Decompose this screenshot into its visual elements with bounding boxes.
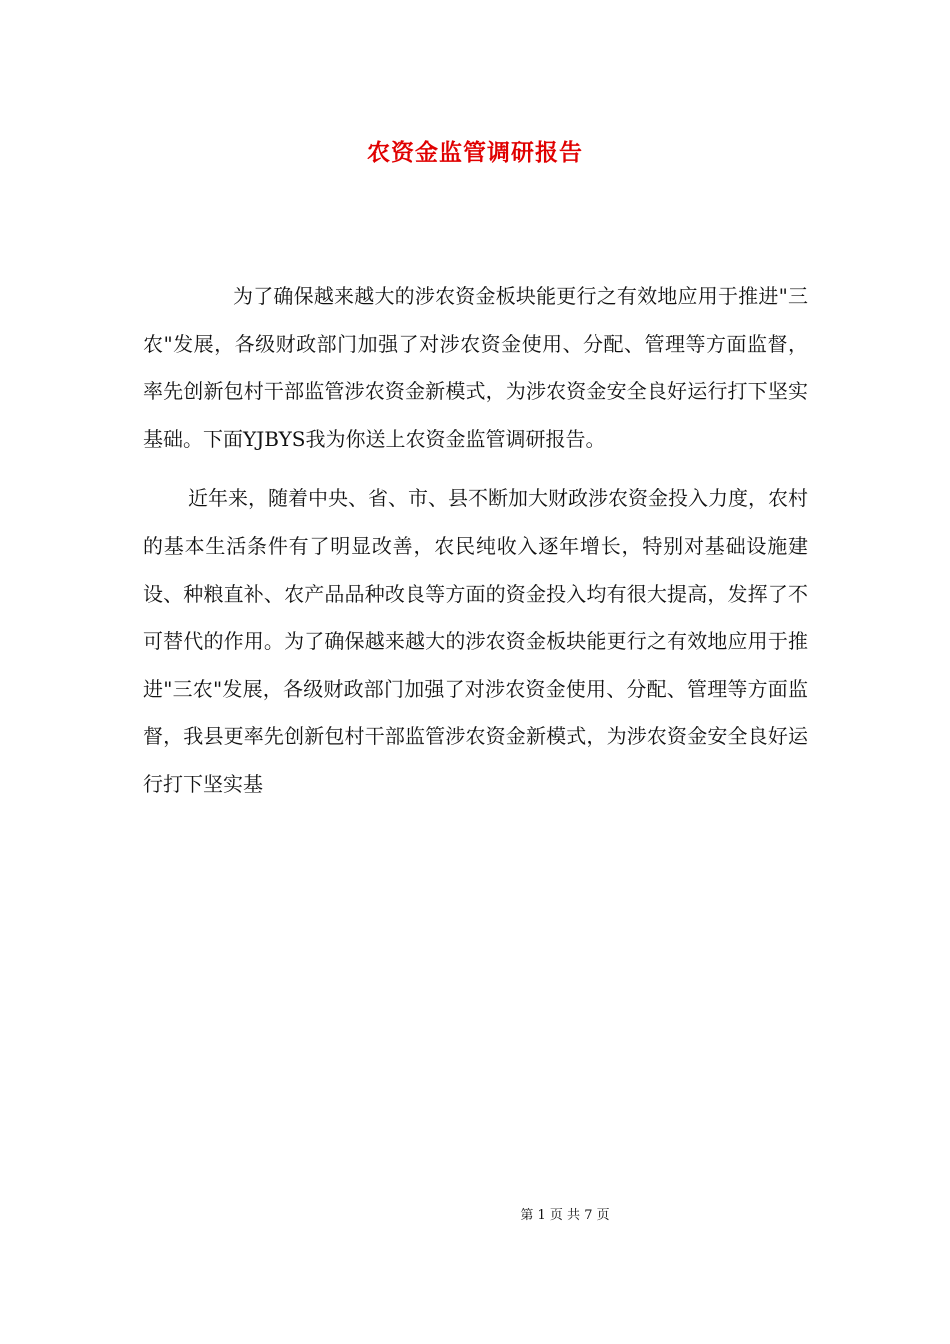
document-body <box>143 273 808 809</box>
page-number-footer: 第 1 页 共 7 页 <box>520 1208 610 1223</box>
paragraph-intro: 为了确保越来越大的涉农资金板块能更行之有效地应用于推进"三农"发展，各级财政部门加强了对涉农资金使用、分配、管理等方面监督，率先创新包村干部监管涉农资金新模式，为涉农资金安全良好运行打下坚实基础。下面YJBYS我为你送上农资金监管调研报告。 <box>143 284 808 451</box>
document-title: 农资金监管调研报告 <box>367 139 583 166</box>
paragraph-main: 近年来，随着中央、省、市、县不断加大财政涉农资金投入力度，农村的基本生活条件有了明显改善，农民纯收入逐年增长，特别对基础设施建设、种粮直补、农产品品种改良等方面的资金投入均有很大提高，发挥了不可替代的作用。为了确保越来越大的涉农资金板块能更行之有效地应用于推进"三农"发展，各级财政部门加强了对涉农资金使用、分配、管理等方面监督，我县更率先创新包村干部监管涉农资金新模式，为涉农资金安全良好运行打下坚实基 <box>143 486 808 796</box>
